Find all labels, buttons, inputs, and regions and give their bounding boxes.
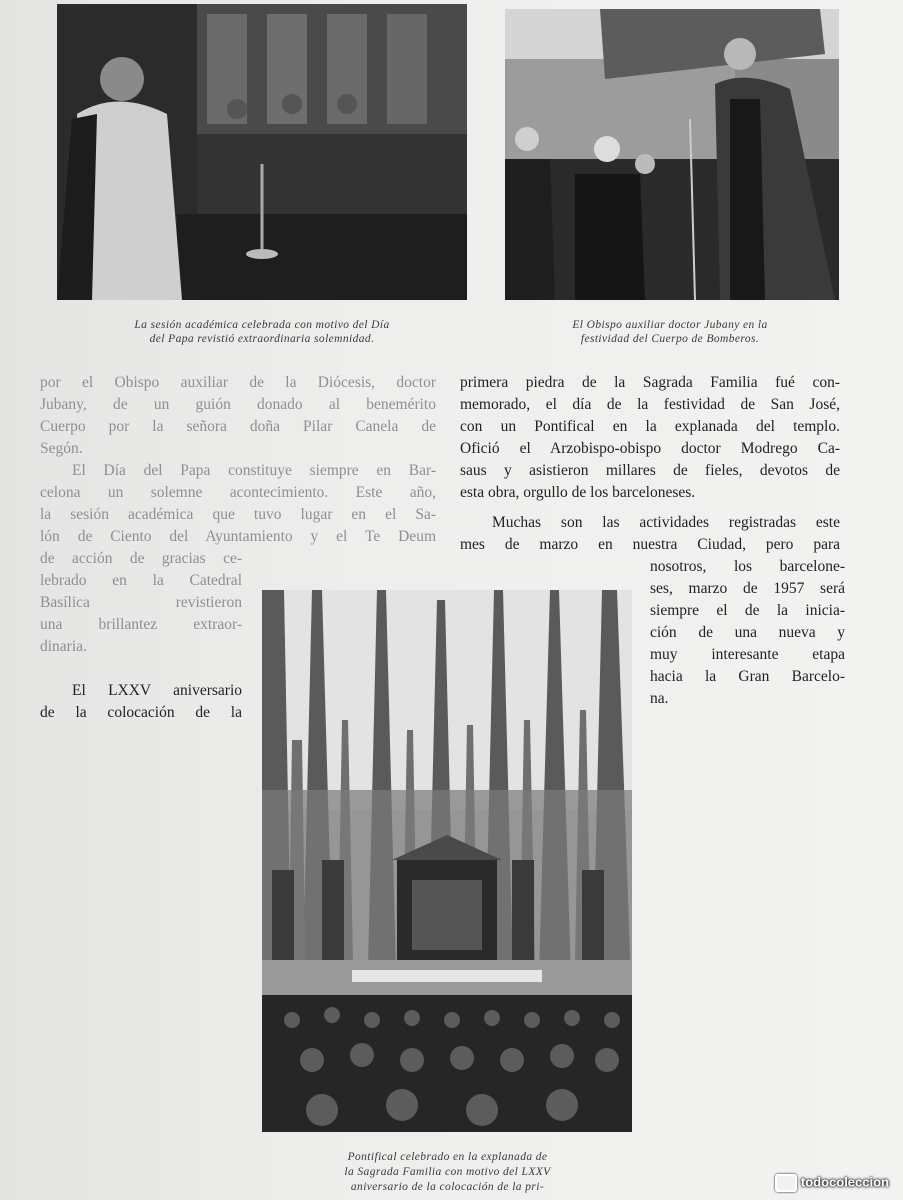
caption-line: del Papa revistió extraordinaria solemnidad. — [149, 333, 375, 345]
text-line: dinaria. — [40, 638, 87, 655]
text-line: con un Pontifical en la explanada del templo. — [460, 418, 840, 435]
text-line: de la colocación de la — [40, 704, 242, 721]
caption-bishop-jubany — [505, 318, 835, 346]
text-line: Ofició el Arzobispo-obispo doctor Modrego Ca- — [460, 440, 840, 457]
text-line: hacia la Gran Barcelo- — [650, 668, 845, 685]
photo-sagrada-familia — [262, 590, 632, 1132]
photo-bishop-jubany-image — [505, 9, 839, 300]
caption-line: aniversario de la colocación de la pri- — [350, 1181, 545, 1193]
text-line: Segón. — [40, 440, 83, 457]
caption-line: festividad del Cuerpo de Bomberos. — [580, 333, 760, 345]
text-line: lebrado en la Catedral — [40, 572, 242, 589]
text-line: esta obra, orgullo de los barceloneses. — [460, 484, 696, 501]
text-line: ses, marzo de 1957 será — [650, 580, 845, 597]
text-line: Cuerpo por la señora doña Pilar Canela de — [40, 418, 436, 435]
photo-bishop-jubany — [505, 9, 839, 300]
watermark-text: todocoleccion — [800, 1174, 889, 1190]
photo-academic-session-image — [57, 4, 467, 300]
text-line: una brillantez extraor- — [40, 616, 242, 633]
left-column-paragraph-1 — [40, 372, 436, 460]
photo-sagrada-familia-image — [262, 590, 632, 1132]
text-line: na. — [650, 690, 669, 707]
text-line: El Día del Papa constituye siempre en Bar- — [72, 462, 436, 479]
left-column-paragraph-3 — [40, 680, 242, 724]
text-line: El LXXV aniversario — [72, 682, 242, 699]
left-column-paragraph-2-cont — [40, 548, 242, 658]
text-line: primera piedra de la Sagrada Familia fué con- — [460, 374, 840, 391]
caption-line: El Obispo auxiliar doctor Jubany en la — [572, 319, 768, 331]
left-column-paragraph-2 — [40, 460, 436, 548]
watermark — [775, 1174, 889, 1192]
text-line: siempre el de la inicia- — [650, 602, 845, 619]
right-column-paragraph-2-cont — [650, 556, 845, 710]
text-line: Basílica revistieron — [40, 594, 242, 611]
right-column-paragraph-2 — [460, 512, 840, 556]
caption-line: Pontifical celebrado en la explanada de — [347, 1151, 548, 1163]
right-column-paragraph-1 — [460, 372, 840, 504]
text-line: por el Obispo auxiliar de la Diócesis, doctor — [40, 374, 436, 391]
text-line: celona un solemne acontecimiento. Este año, — [40, 484, 436, 501]
text-line: memorado, el día de la festividad de San José, — [460, 396, 840, 413]
text-line: ción de una nueva y — [650, 624, 845, 641]
text-line: saus y asistieron millares de fieles, devotos de — [460, 462, 840, 479]
text-line: nosotros, los barcelone- — [650, 558, 845, 575]
text-line: la sesión académica que tuvo lugar en el Sa- — [40, 506, 436, 523]
caption-sagrada-familia — [275, 1150, 620, 1195]
caption-academic-session — [62, 318, 462, 346]
text-line: lón de Ciento del Ayuntamiento y el Te Deum — [40, 528, 436, 545]
caption-line: la Sagrada Familia con motivo del LXXV — [344, 1166, 551, 1178]
text-line: Jubany, de un guión donado al benemérito — [40, 396, 436, 413]
text-line: de acción de gracias ce- — [40, 550, 242, 567]
todocoleccion-logo-icon — [775, 1174, 797, 1192]
text-line: muy interesante etapa — [650, 646, 845, 663]
caption-line: La sesión académica celebrada con motivo del Día — [134, 319, 390, 331]
text-line: Muchas son las actividades registradas este — [492, 514, 840, 531]
text-line: mes de marzo en nuestra Ciudad, pero para — [460, 536, 840, 553]
photo-academic-session — [57, 4, 467, 300]
